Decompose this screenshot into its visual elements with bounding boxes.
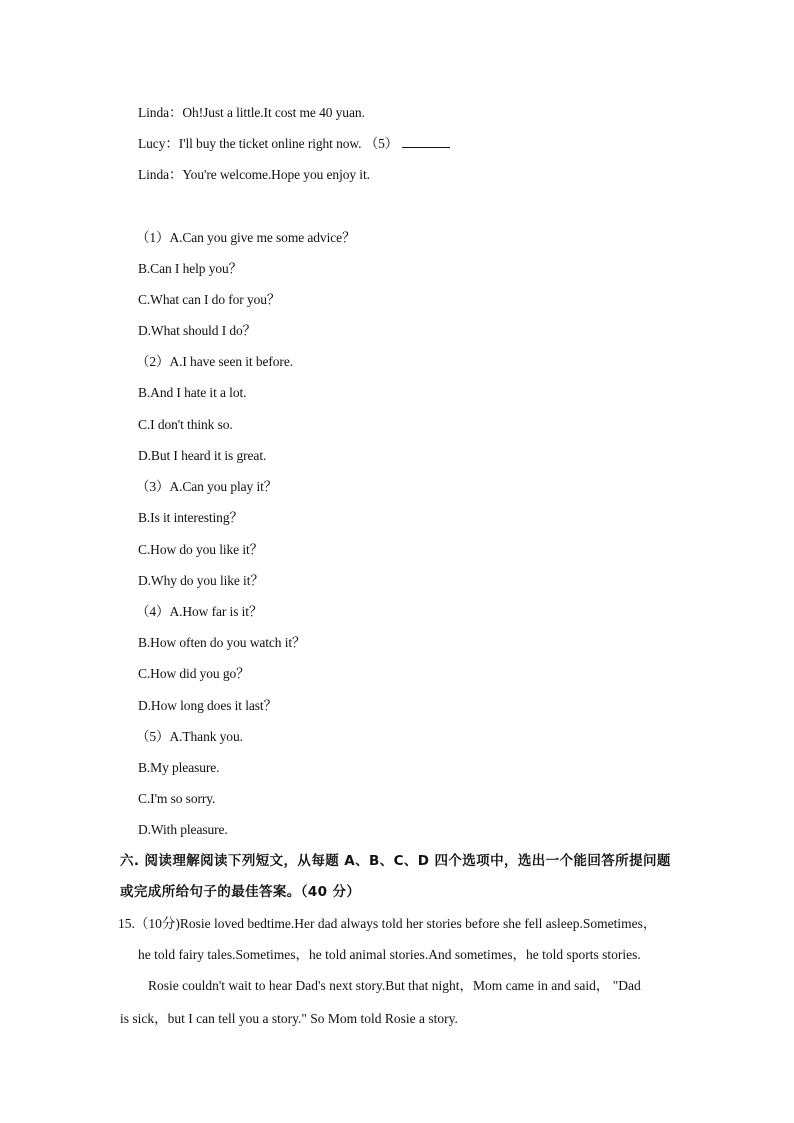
dialogue-line-linda-1: Linda：Oh!Just a little.It cost me 40 yuan. [138,105,365,120]
question-5-option-b: B.My pleasure. [138,760,220,775]
passage-line-2: he told fairy tales.Sometimes，he told animal stories.And sometimes，he told sports stories. [138,947,641,962]
question-4-option-d: D.How long does it last？ [138,698,277,713]
question-2 [136,353,293,371]
question-number: （4） [136,604,170,619]
dialogue-line-lucy [138,135,450,153]
question-1-option-c: C.What can I do for you？ [138,292,281,307]
question-4-option-c: C.How did you go？ [138,666,250,681]
option-a: A.Can you play it？ [169,479,278,494]
answer-blank-5[interactable] [402,135,450,148]
option-a: A.Thank you. [169,729,243,744]
question-1 [136,229,355,247]
question-4-option-b: B.How often do you watch it？ [138,635,306,650]
option-a: A.Can you give me some advice？ [169,230,356,245]
question-5 [136,728,243,746]
question-2-option-c: C.I don't think so. [138,417,233,432]
question-number: （5） [136,729,170,744]
question-3-option-b: B.Is it interesting？ [138,510,243,525]
question-number: （3） [136,479,170,494]
question-1-option-d: D.What should I do？ [138,323,257,338]
section-title-line-1: 六. 阅读理解阅读下列短文，从每题 A、B、C、D 四个选项中，选出一个能回答所提问题 [120,853,671,869]
question-5-option-d: D.With pleasure. [138,822,228,837]
passage-line-1: 15.（10分)Rosie loved bedtime.Her dad always told her stories before she fell asleep.Sometimes， [118,916,657,931]
question-3-option-d: D.Why do you like it？ [138,573,264,588]
question-number: （1） [136,230,170,245]
question-number: （2） [136,354,170,369]
question-4 [136,603,262,621]
dialogue-line-linda-2: Linda：You're welcome.Hope you enjoy it. [138,167,370,182]
question-2-option-d: D.But I heard it is great. [138,448,267,463]
passage-line-4: is sick，but I can tell you a story." So Mom told Rosie a story. [120,1011,458,1026]
question-3 [136,478,277,496]
option-a: A.How far is it？ [169,604,263,619]
question-1-option-b: B.Can I help you？ [138,261,243,276]
passage-line-3: Rosie couldn't wait to hear Dad's next story.But that night，Mom came in and said， "Dad [148,978,641,993]
question-3-option-c: C.How do you like it？ [138,542,264,557]
section-title-line-2: 或完成所给句子的最佳答案。（40 分） [120,884,361,900]
option-a: A.I have seen it before. [169,354,293,369]
question-5-option-c: C.I'm so sorry. [138,791,216,806]
dialogue-line-lucy-text: Lucy：I'll buy the ticket online right now. （5） [138,136,399,151]
question-2-option-b: B.And I hate it a lot. [138,385,247,400]
